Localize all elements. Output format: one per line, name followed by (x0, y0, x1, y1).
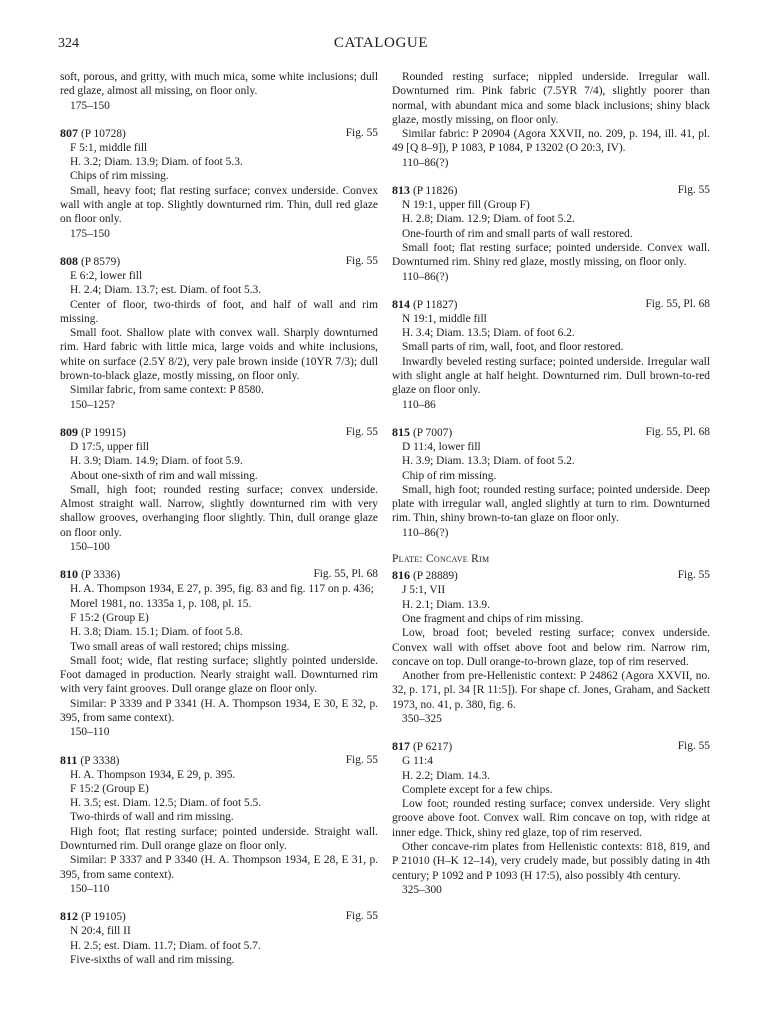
preservation: Two-thirds of wall and rim missing. (70, 811, 234, 824)
entry-date: 325–300 (402, 883, 442, 896)
deposit-context: F 15:2 (Group E) (70, 611, 149, 624)
catalogue-number: 814 (392, 296, 410, 311)
entry-date: 110–86(?) (402, 156, 449, 169)
description: Low, broad foot; beveled resting surface; convex underside. Convex wall with offset above foot and below rim. Narrow rim, concave on top. Dull orange-to-brown glaze, top of rim reserved. (392, 627, 710, 668)
figure-reference: Fig. 55 (345, 126, 378, 139)
entry-heading (60, 425, 378, 440)
figure-reference: Fig. 55, Pl. 68 (645, 425, 710, 438)
catalogue-number: 808 (60, 253, 78, 268)
figure-reference: Fig. 55 (345, 425, 378, 438)
left-entries (60, 126, 378, 967)
entry-heading (392, 568, 710, 583)
description: Small foot. Shallow plate with convex wall. Sharply downturned rim. Hard fabric with little mica, large voids and white inclusions, white on surface (2.5Y 8/2), very pale brown inside (10YR 7/3); dull brown-to-black glaze, mostly missing, on floor only. (60, 327, 378, 383)
figure-reference: Fig. 55 (677, 740, 710, 753)
catalogue-entry (60, 425, 378, 554)
entry-heading (392, 183, 710, 198)
inventory-number: (P 11827) (413, 298, 458, 311)
entry-note: Other concave-rim plates from Hellenistic contexts: 818, 819, and P 21010 (H–K 12–14), very crudely made, but possibly dating in 4th century; P 1092 and P 1093 (H 17:5), also possibly 4th century. (392, 841, 710, 882)
deposit-context: F 5:1, middle fill (70, 141, 148, 154)
right-column (392, 70, 710, 897)
entry-heading (60, 753, 378, 768)
dimensions: H. 2.1; Diam. 13.9. (402, 598, 490, 611)
catalogue-number: 815 (392, 424, 410, 439)
description: Small, high foot; rounded resting surface; convex underside. Almost straight wall. Narrow, slightly downturned rim with very shallow grooves, overhanging floor slightly. Thin, dull orange glaze on floor only. (60, 483, 378, 539)
description: High foot; flat resting surface; pointed underside. Straight wall. Downturned rim. Dull orange glaze on floor only. (60, 825, 378, 853)
figure-reference: Fig. 55 (677, 184, 710, 197)
figure-reference: Fig. 55 (677, 569, 710, 582)
figure-reference: Fig. 55 (345, 910, 378, 923)
catalogue-entry (60, 126, 378, 241)
figure-reference: Fig. 55 (345, 753, 378, 766)
entry-date: 150–100 (70, 541, 110, 554)
description: Low foot; rounded resting surface; convex underside. Very slight groove above foot. Convex wall. Rim concave on top, with ridge at inner edge. Thick, shiny red glaze, top of rim reserved. (392, 798, 710, 839)
deposit-context: E 6:2, lower fill (70, 269, 143, 282)
entry-date: 110–86 (402, 398, 436, 411)
entry-date: 175–150 (70, 227, 110, 240)
deposit-context: D 17:5, upper fill (70, 440, 150, 453)
section-heading: Plate: Concave Rim (392, 553, 490, 566)
figure-reference: Fig. 55, Pl. 68 (645, 297, 710, 310)
inventory-number: (P 3338) (80, 754, 120, 767)
entry-note: Similar: P 3337 and P 3340 (H. A. Thompson 1934, E 28, E 31, p. 395, from same context). (60, 854, 378, 881)
catalogue-entry (392, 425, 710, 540)
entry-note: Similar: P 3339 and P 3341 (H. A. Thompson 1934, E 30, E 32, p. 395, from same context). (60, 697, 378, 724)
deposit-context: N 20:4, fill II (70, 925, 131, 938)
preservation: One fragment and chips of rim missing. (402, 612, 584, 625)
inventory-number: (P 19915) (81, 426, 126, 439)
entry-date: 110–86(?) (402, 270, 449, 283)
entry-date: 350–325 (402, 712, 442, 725)
bibliography: H. A. Thompson 1934, E 27, p. 395, fig. 83 and fig. 117 on p. 436; Morel 1981, no. 1335a 1, p. 108, pl. 15. (70, 583, 374, 610)
entry-heading (60, 126, 378, 141)
entry-heading (392, 425, 710, 440)
dimensions: H. 3.4; Diam. 13.5; Diam. of foot 6.2. (402, 327, 575, 340)
preservation: Complete except for a few chips. (402, 783, 553, 796)
deposit-context: D 11:4, lower fill (402, 440, 481, 453)
dimensions: H. 2.5; est. Diam. 11.7; Diam. of foot 5.7. (70, 939, 261, 952)
catalogue-entry (60, 753, 378, 897)
entry-date: 150–110 (70, 882, 110, 895)
catalogue-number: 816 (392, 568, 410, 583)
preservation: Center of floor, two-thirds of foot, and half of wall and rim missing. (60, 298, 378, 325)
inventory-number: (P 19105) (81, 911, 126, 924)
right-entries (392, 183, 710, 540)
inventory-number: (P 6217) (413, 741, 453, 754)
dimensions: H. 2.2; Diam. 14.3. (402, 769, 490, 782)
catalogue-number: 813 (392, 183, 410, 198)
preservation: Two small areas of wall restored; chips missing. (70, 640, 290, 653)
entry-note: Similar fabric, from same context: P 8580. (70, 384, 264, 397)
preservation: Small parts of rim, wall, foot, and floor restored. (402, 341, 624, 354)
inventory-number: (P 11826) (413, 185, 458, 198)
inventory-number: (P 7007) (413, 426, 453, 439)
catalogue-number: 809 (60, 424, 78, 439)
dimensions: H. 3.9; Diam. 14.9; Diam. of foot 5.9. (70, 455, 243, 468)
left-column (60, 70, 378, 967)
catalogue-number: 807 (60, 125, 78, 140)
preservation: Five-sixths of wall and rim missing. (70, 953, 235, 966)
preservation: One-fourth of rim and small parts of wall restored. (402, 227, 633, 240)
running-title: CATALOGUE (333, 35, 429, 51)
description: Small foot; flat resting surface; pointed underside. Convex wall. Downturned rim. Shiny red glaze, mostly missing, on floor only. (392, 241, 710, 269)
description: Small, high foot; rounded resting surface; pointed underside. Deep plate with irregular wall, angled slightly at turn to rim. Downturned rim. Thin, shiny brown-to-tan glaze on floor only. (392, 483, 710, 525)
catalogue-number: 817 (392, 739, 410, 754)
catalogue-entry (392, 568, 710, 726)
dimensions: H. 3.8; Diam. 15.1; Diam. of foot 5.8. (70, 626, 243, 639)
dimensions: H. 2.4; Diam. 13.7; est. Diam. of foot 5.3. (70, 284, 262, 297)
entry-note: Similar fabric: P 20904 (Agora XXVII, no. 209, p. 194, ill. 41, pl. 49 [Q 8–9]), P 1083, P 1084, P 13202 (O 20:3, IV). (392, 128, 710, 155)
inventory-number: (P 8579) (81, 255, 121, 268)
catalogue-entry (392, 297, 710, 412)
deposit-context: N 19:1, middle fill (402, 312, 487, 325)
entry-heading (392, 739, 710, 754)
catalogue-number: 812 (60, 909, 78, 924)
figure-reference: Fig. 55, Pl. 68 (313, 568, 378, 581)
entry-heading (60, 909, 378, 924)
bibliography: H. A. Thompson 1934, E 29, p. 395. (70, 768, 236, 781)
description: Inwardly beveled resting surface; pointed underside. Irregular wall with slight angle at half height. Downturned rim. Dull brown-to-red glaze on floor only. (392, 355, 710, 397)
entry-heading (60, 254, 378, 269)
preservation: Chip of rim missing. (402, 469, 497, 482)
catalogue-entry (60, 909, 378, 967)
deposit-context: N 19:1, upper fill (Group F) (402, 199, 530, 212)
catalogue-number: 811 (60, 752, 78, 767)
page-number: 324 (58, 36, 79, 51)
preservation: About one-sixth of rim and wall missing. (70, 469, 258, 482)
figure-reference: Fig. 55 (345, 254, 378, 267)
page-header (58, 34, 704, 56)
entry-date: 110–86(?) (402, 526, 449, 539)
inventory-number: (P 10728) (81, 127, 126, 140)
deposit-context: G 11:4 (402, 755, 433, 768)
dimensions: H. 3.2; Diam. 13.9; Diam. of foot 5.3. (70, 156, 243, 169)
catalogue-entry (60, 567, 378, 739)
inventory-number: (P 3336) (81, 569, 121, 582)
deposit-context: F 15:2 (Group E) (70, 782, 149, 795)
entry-note: Another from pre-Hellenistic context: P 24862 (Agora XXVII, no. 32, p. 171, pl. 34 [R 11:5]). For shape cf. Jones, Graham, and Sackett 1973, no. 41, p. 380, fig. 6. (392, 670, 710, 711)
dimensions: H. 2.8; Diam. 12.9; Diam. of foot 5.2. (402, 213, 575, 226)
catalogue-entry (60, 254, 378, 412)
entry-heading (392, 297, 710, 312)
catalogue-entry (392, 739, 710, 897)
preservation: Chips of rim missing. (70, 170, 169, 183)
entry-heading (60, 567, 378, 582)
entry-date: 150–125? (70, 398, 115, 411)
right-entries-concave-rim (392, 568, 710, 897)
catalogue-entry (392, 183, 710, 284)
entry-date: 150–110 (70, 726, 110, 739)
entry-date: 175–150 (70, 99, 110, 112)
catalogue-number: 810 (60, 567, 78, 582)
description: Small, heavy foot; flat resting surface; convex underside. Convex wall with angle at top. Slightly downturned rim. Thin, dull red glaze on floor only. (60, 184, 378, 226)
continued-description: Rounded resting surface; nippled underside. Irregular wall. Downturned rim. Pink fabric (7.5YR 7/4), slightly poorer than normal, with abundant mica and some black inclusions; shiny black glaze, mostly missing, on floor only. (392, 71, 710, 126)
continued-description: soft, porous, and gritty, with much mica, some white inclusions; dull red glaze, almost all missing, on floor only. (60, 71, 378, 98)
dimensions: H. 3.9; Diam. 13.3; Diam. of foot 5.2. (402, 455, 575, 468)
inventory-number: (P 28889) (413, 570, 458, 583)
description: Small foot; wide, flat resting surface; slightly pointed underside. Foot damaged in production. Nearly straight wall. Downturned rim with very faint grooves. Dull orange glaze on floor only. (60, 654, 378, 696)
deposit-context: J 5:1, VII (402, 584, 446, 597)
dimensions: H. 3.5; est. Diam. 12.5; Diam. of foot 5.5. (70, 797, 262, 810)
